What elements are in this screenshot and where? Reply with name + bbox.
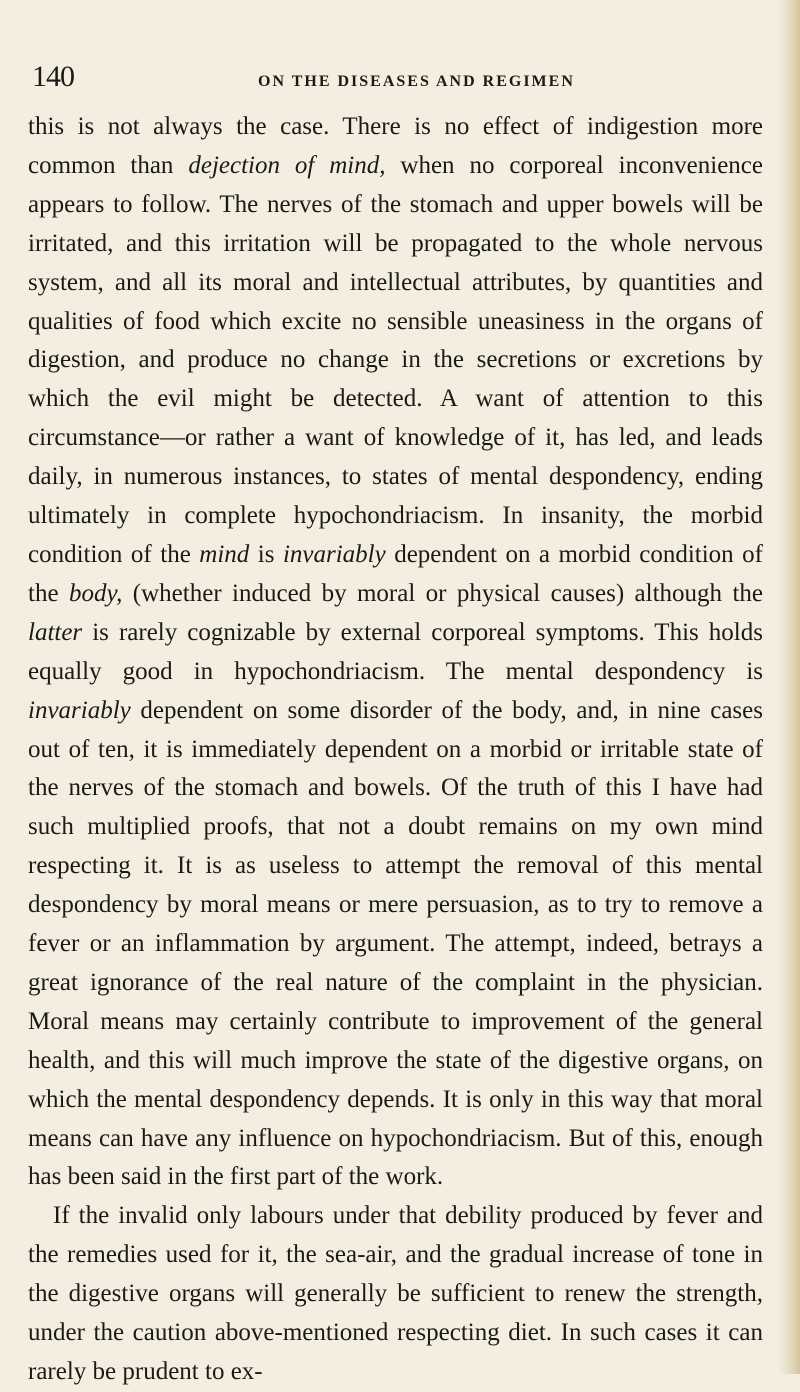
text-segment: is rarely cognizable by external corporeal symptoms. This holds equally good in hypochondriacism. The mental despondency is: [28, 618, 763, 685]
text-segment: (whether induced by moral or physical causes) although the: [122, 579, 763, 607]
italic-segment: body,: [68, 579, 123, 607]
italic-segment: mind: [199, 540, 250, 568]
text-segment: this is not always the case. There is no effect of indigestion more common than: [28, 113, 763, 179]
body-text: [28, 108, 763, 1392]
italic-segment: dejection of mind,: [188, 151, 386, 179]
paragraph-2: [28, 1197, 763, 1392]
text-segment: is: [249, 540, 283, 568]
text-segment: If the invalid only labours under that debility produced by fever and the remedies used for it, the sea-air, and the gradual increase of tone in the digestive organs will generally be sufficient to renew the strength, under the caution above-mentioned respecting diet. In such cases it can rarely be prudent to ex-: [28, 1202, 763, 1385]
italic-segment: invariably: [28, 696, 131, 724]
text-segment: dependent on some disorder of the body, and, in nine cases out of ten, it is immediately dependent on a morbid or irritable state of the nerves of the stomach and bowels. Of the truth of this I have had such multiplied proofs, that not a doubt remains on my own mind respecting it. It is as useless to attempt the removal of this mental despondency by moral means or mere persuasion, as to try to remove a fever or an inflammation by argument. The attempt, indeed, betrays a great ignorance of the real nature of the complaint in the physician. Moral means may certainly contribute to improvement of the general health, and this will much improve the state of the digestive organs, on which the mental despondency depends. It is only in this way that moral means can have any influence on hypochondriacism. But of this, enough has been said in the first part of the work.: [28, 696, 763, 1191]
italic-segment: invariably: [282, 540, 386, 568]
page-edge-shading: [778, 0, 800, 1374]
text-segment: when no corporeal inconvenience appears to follow. The nerves of the stomach and upper bowels will be irritated, and this irritation will be propagated to the whole nervous system, and all its moral and intellectual attributes, by quantities and qualities of food which excite no sensible uneasiness in the organs of digestion, and produce no change in the secretions or excretions by which the evil might be detected. A want of attention to this circumstance—or rather a want of knowledge of it, has led, and leads daily, in numerous instances, to states of mental despondency, ending ultimately in complete hypochondriacism. In insanity, the morbid condition of the: [28, 151, 764, 568]
paragraph-1: [28, 108, 763, 1197]
page-header: [30, 60, 770, 100]
italic-segment: latter: [28, 618, 83, 646]
text-segment: dependent on a morbid condition of the: [28, 540, 763, 607]
page-number: 140: [32, 60, 74, 93]
running-head: ON THE DISEASES AND REGIMEN: [258, 73, 575, 90]
